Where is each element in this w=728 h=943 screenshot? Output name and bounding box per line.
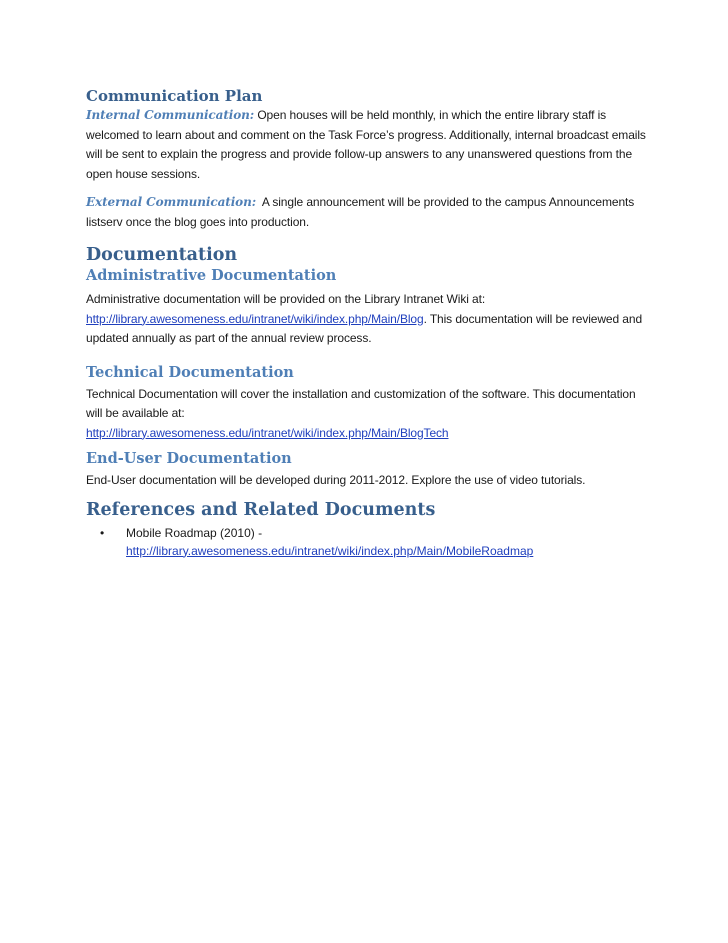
- administrative-documentation-paragraph: [86, 290, 646, 349]
- external-communication-label: External Communication:: [86, 195, 257, 209]
- reference-link[interactable]: http://library.awesomeness.edu/intranet/wiki/index.php/Main/MobileRoadmap: [126, 543, 534, 558]
- references-heading: References and Related Documents: [86, 499, 436, 520]
- end-user-documentation-heading: End-User Documentation: [86, 450, 292, 467]
- external-communication-text: A single announcement will be provided to the campus Announcements listserv once the blog goes into production.: [86, 195, 635, 229]
- internal-communication-label: Internal Communication:: [86, 108, 255, 122]
- administrative-documentation-text: Administrative documentation will be provided on the Library Intranet Wiki at:: [86, 292, 486, 306]
- communication-plan-heading: Communication Plan: [86, 87, 263, 105]
- technical-documentation-text: Technical Documentation will cover the installation and customization of the software. This documentation will be available at:: [86, 386, 636, 420]
- internal-communication-paragraph: [86, 106, 646, 184]
- technical-documentation-link[interactable]: http://library.awesomeness.edu/intranet/wiki/index.php/Main/BlogTech: [86, 425, 449, 440]
- administrative-documentation-link[interactable]: http://library.awesomeness.edu/intranet/wiki/index.php/Main/Blog: [86, 311, 424, 326]
- external-communication-paragraph: [86, 193, 646, 232]
- references-list: [86, 524, 646, 560]
- administrative-documentation-text-after: . This documentation will be reviewed and updated annually as part of the annual review process.: [86, 311, 643, 345]
- internal-communication-text: Open houses will be held monthly, in which the entire library staff is welcomed to learn about and comment on the Task Force’s progress. Additionally, internal broadcast emails will be sent to explain the progress and provide follow-up answers to any unanswered questions from the open house sessions.: [86, 108, 646, 181]
- reference-label: Mobile Roadmap (2010) -: [126, 525, 263, 540]
- documentation-heading: Documentation: [86, 245, 238, 265]
- list-item: [100, 524, 646, 560]
- end-user-documentation-paragraph: End-User documentation will be developed during 2011-2012. Explore the use of video tutorials.: [86, 473, 586, 487]
- technical-documentation-heading: Technical Documentation: [86, 363, 294, 381]
- document-page: [86, 86, 646, 560]
- administrative-documentation-heading: Administrative Documentation: [86, 267, 337, 284]
- technical-documentation-paragraph: [86, 385, 646, 444]
- bullet-icon: •: [100, 525, 105, 540]
